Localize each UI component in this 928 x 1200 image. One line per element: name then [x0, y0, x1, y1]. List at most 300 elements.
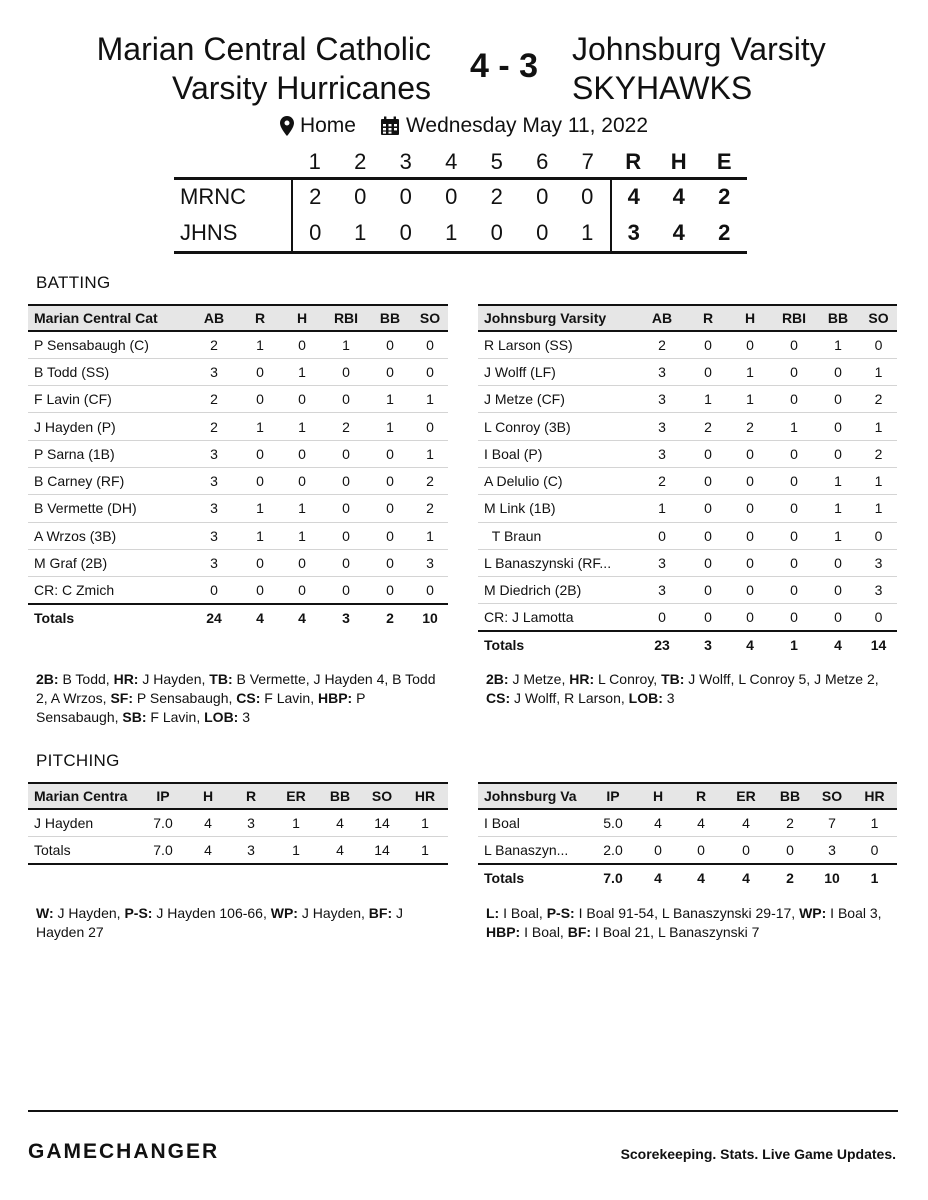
- stat-cell: 1: [324, 331, 368, 358]
- inning-runs: 0: [383, 215, 429, 252]
- stat-column-header: SO: [812, 783, 852, 809]
- player-row: [28, 358, 448, 385]
- total-cell: 23: [636, 631, 688, 658]
- total-errors: 2: [702, 178, 748, 215]
- stat-cell: 0: [728, 549, 772, 576]
- totals-row: [478, 631, 897, 658]
- team-column-header: Johnsburg Va: [478, 783, 588, 809]
- stat-cell: 0: [368, 577, 412, 604]
- stat-column-header: AB: [636, 305, 688, 331]
- stat-cell: 0: [816, 604, 860, 631]
- stat-cell: 4: [318, 809, 362, 836]
- stat-cell: 0: [728, 467, 772, 494]
- away-pitching-notes: [486, 904, 896, 942]
- player-name: J Wolff (LF): [478, 358, 636, 385]
- game-header: [0, 0, 928, 110]
- note-label: CS:: [236, 690, 261, 706]
- stat-column-header: IP: [588, 783, 638, 809]
- stat-cell: 1: [280, 522, 324, 549]
- note-label: HBP:: [486, 924, 521, 940]
- player-row: [28, 440, 448, 467]
- stat-column-header: RBI: [324, 305, 368, 331]
- stat-cell: 1: [240, 413, 280, 440]
- stat-cell: 1: [402, 809, 448, 836]
- team-column-header: Marian Central Cat: [28, 305, 188, 331]
- stat-cell: 0: [724, 836, 768, 863]
- stat-cell: 0: [280, 577, 324, 604]
- stat-cell: 0: [688, 495, 728, 522]
- stat-cell: 0: [280, 549, 324, 576]
- stat-cell: 2: [324, 413, 368, 440]
- game-date: [380, 114, 648, 138]
- note-text: J Wolff, R Larson,: [510, 690, 629, 706]
- player-name: I Boal (P): [478, 440, 636, 467]
- player-name: M Diedrich (2B): [478, 577, 636, 604]
- stat-cell: 3: [636, 358, 688, 385]
- player-name: B Todd (SS): [28, 358, 188, 385]
- player-name: J Hayden (P): [28, 413, 188, 440]
- stat-column-header: AB: [188, 305, 240, 331]
- stat-cell: 0: [368, 495, 412, 522]
- stat-cell: 0: [816, 413, 860, 440]
- stat-cell: 0: [636, 604, 688, 631]
- player-name: CR: J Lamotta: [478, 604, 636, 631]
- note-label: SF:: [110, 690, 133, 706]
- total-hits: 4: [656, 215, 702, 252]
- stat-cell: 1: [816, 495, 860, 522]
- stat-cell: 1: [816, 467, 860, 494]
- stat-column-header: H: [280, 305, 324, 331]
- player-name: A Wrzos (3B): [28, 522, 188, 549]
- stat-cell: 1: [860, 467, 897, 494]
- away-team-line2: SKYHAWKS: [572, 70, 753, 106]
- away-pitching-table: [478, 782, 897, 891]
- inning-runs: 0: [383, 178, 429, 215]
- player-name: A Delulio (C): [478, 467, 636, 494]
- stat-column-header: H: [638, 783, 678, 809]
- stat-cell: 2: [636, 467, 688, 494]
- stat-cell: 2: [860, 386, 897, 413]
- stat-cell: 3: [860, 577, 897, 604]
- stat-cell: 0: [772, 386, 816, 413]
- away-team-name: [572, 30, 826, 108]
- stat-cell: 1: [860, 495, 897, 522]
- totals-row: [28, 604, 448, 631]
- stat-cell: 1: [274, 809, 318, 836]
- batting-section-title: BATTING: [36, 273, 111, 292]
- inning-runs: 0: [292, 215, 338, 252]
- total-cell: 2: [368, 604, 412, 631]
- total-cell: 4: [678, 864, 724, 891]
- stat-cell: 4: [678, 809, 724, 836]
- stat-cell: 0: [852, 836, 897, 863]
- total-cell: 4: [188, 836, 228, 863]
- stat-cell: 0: [678, 836, 724, 863]
- stat-column-header: R: [678, 783, 724, 809]
- note-text: 3: [662, 690, 675, 706]
- stat-cell: 0: [324, 440, 368, 467]
- total-cell: 1: [402, 836, 448, 863]
- inning-runs: 0: [520, 178, 566, 215]
- player-name: B Carney (RF): [28, 467, 188, 494]
- stat-column-header: R: [688, 305, 728, 331]
- stat-cell: 0: [772, 440, 816, 467]
- calendar-icon: [380, 116, 400, 136]
- stat-cell: 0: [768, 836, 812, 863]
- note-text: B Todd,: [58, 671, 114, 687]
- player-name: P Sensabaugh (C): [28, 331, 188, 358]
- stat-cell: 2: [768, 809, 812, 836]
- inning-header: 5: [490, 149, 503, 175]
- total-cell: 7.0: [138, 836, 188, 863]
- note-text: J Hayden 27: [36, 905, 404, 940]
- player-row: [478, 386, 897, 413]
- game-meta: [0, 114, 928, 138]
- stat-cell: 0: [240, 467, 280, 494]
- note-label: BF:: [368, 905, 393, 921]
- stat-cell: 2: [728, 413, 772, 440]
- player-name: M Link (1B): [478, 495, 636, 522]
- stat-cell: 0: [772, 467, 816, 494]
- total-cell: 4: [638, 864, 678, 891]
- table-header-row: [478, 783, 897, 809]
- total-cell: 4: [816, 631, 860, 658]
- note-label: SB:: [122, 709, 147, 725]
- stat-cell: 0: [772, 604, 816, 631]
- stat-cell: 1: [368, 413, 412, 440]
- line-score-table: [174, 148, 747, 254]
- line-score-header: [174, 148, 747, 178]
- stat-column-header: IP: [138, 783, 188, 809]
- stat-cell: 0: [324, 495, 368, 522]
- stat-column-header: BB: [368, 305, 412, 331]
- inning-runs: 0: [565, 178, 611, 215]
- line-score-row-away: [174, 215, 747, 252]
- player-row: [478, 495, 897, 522]
- stat-cell: 0: [324, 577, 368, 604]
- inning-header: 1: [308, 149, 321, 175]
- note-label: BF:: [567, 924, 592, 940]
- stat-cell: 3: [636, 413, 688, 440]
- stat-column-header: SO: [362, 783, 402, 809]
- stat-cell: 3: [188, 522, 240, 549]
- stat-cell: 0: [280, 331, 324, 358]
- stat-cell: 1: [368, 386, 412, 413]
- stat-column-header: HR: [852, 783, 897, 809]
- stat-cell: 3: [636, 440, 688, 467]
- player-row: [478, 836, 897, 863]
- note-text: I Boal,: [520, 924, 568, 940]
- note-label: HR:: [569, 671, 595, 687]
- inning-header: 4: [445, 149, 458, 175]
- note-text: J Metze,: [508, 671, 570, 687]
- total-cell: 3: [688, 631, 728, 658]
- note-label: HR:: [113, 671, 139, 687]
- inning-header: 3: [399, 149, 412, 175]
- stat-cell: 3: [636, 386, 688, 413]
- stat-cell: 0: [324, 386, 368, 413]
- total-cell: 1: [772, 631, 816, 658]
- home-team-name: [97, 30, 431, 108]
- stat-cell: 1: [860, 358, 897, 385]
- stat-cell: 0: [368, 549, 412, 576]
- stat-cell: 0: [368, 331, 412, 358]
- table-header-row: [478, 305, 897, 331]
- stat-cell: 1: [412, 522, 448, 549]
- stat-column-header: SO: [860, 305, 897, 331]
- stat-cell: 2: [412, 467, 448, 494]
- stat-cell: 1: [852, 809, 897, 836]
- note-text: J Hayden,: [53, 905, 125, 921]
- stat-cell: 2: [188, 386, 240, 413]
- stat-column-header: ER: [274, 783, 318, 809]
- stat-cell: 4: [188, 809, 228, 836]
- stat-cell: 3: [636, 577, 688, 604]
- stat-cell: 2: [188, 331, 240, 358]
- stat-cell: 2: [860, 440, 897, 467]
- map-pin-icon: [280, 116, 294, 136]
- player-name: T Braun: [478, 522, 636, 549]
- player-row: [478, 522, 897, 549]
- totals-row: [478, 864, 897, 891]
- total-hits: 4: [656, 178, 702, 215]
- stat-cell: 0: [772, 577, 816, 604]
- stat-cell: 3: [188, 440, 240, 467]
- stat-cell: 0: [240, 549, 280, 576]
- stat-cell: 0: [240, 386, 280, 413]
- total-cell: 14: [860, 631, 897, 658]
- total-errors: 2: [702, 215, 748, 252]
- player-name: L Conroy (3B): [478, 413, 636, 440]
- player-name: J Hayden: [28, 809, 138, 836]
- stat-cell: 0: [368, 522, 412, 549]
- player-row: [28, 549, 448, 576]
- player-row: [478, 440, 897, 467]
- note-label: L:: [486, 905, 500, 921]
- note-label: HBP:: [318, 690, 353, 706]
- totals-label: Totals: [478, 864, 588, 891]
- total-cell: 1: [274, 836, 318, 863]
- inning-runs: 0: [429, 178, 475, 215]
- stat-column-header: R: [240, 305, 280, 331]
- note-label: TB:: [209, 671, 233, 687]
- stat-column-header: SO: [412, 305, 448, 331]
- stat-cell: 0: [688, 467, 728, 494]
- stat-column-header: R: [228, 783, 274, 809]
- stat-cell: 2: [412, 495, 448, 522]
- note-text: P Sensabaugh,: [133, 690, 237, 706]
- stat-cell: 0: [728, 604, 772, 631]
- player-name: M Graf (2B): [28, 549, 188, 576]
- stat-column-header: BB: [816, 305, 860, 331]
- stat-cell: 2: [688, 413, 728, 440]
- note-text: J Wolff, L Conroy 5, J Metze 2,: [684, 671, 879, 687]
- away-batting-notes: [486, 670, 886, 708]
- inning-runs: 0: [520, 215, 566, 252]
- player-name: I Boal: [478, 809, 588, 836]
- note-label: WP:: [270, 905, 298, 921]
- total-runs: 3: [611, 215, 657, 252]
- stat-cell: 0: [188, 577, 240, 604]
- total-cell: 7.0: [588, 864, 638, 891]
- gamechanger-logo: GAMECHANGER: [28, 1140, 220, 1163]
- stat-cell: 0: [280, 467, 324, 494]
- inning-runs: 0: [474, 215, 520, 252]
- stat-cell: 0: [412, 413, 448, 440]
- stat-cell: 1: [816, 522, 860, 549]
- pitching-section-title: PITCHING: [36, 751, 120, 770]
- runs-header: R: [625, 149, 642, 175]
- stat-cell: 1: [412, 440, 448, 467]
- totals-row: [28, 836, 448, 863]
- total-cell: 2: [768, 864, 812, 891]
- stat-cell: 0: [728, 440, 772, 467]
- line-score-team: JHNS: [174, 215, 292, 252]
- stat-cell: 2.0: [588, 836, 638, 863]
- stat-cell: 0: [728, 331, 772, 358]
- totals-label: Totals: [478, 631, 636, 658]
- stat-cell: 0: [860, 331, 897, 358]
- note-text: I Boal 21, L Banaszynski 7: [591, 924, 760, 940]
- stat-cell: 0: [772, 495, 816, 522]
- line-score-team-header: [174, 148, 292, 178]
- player-name: R Larson (SS): [478, 331, 636, 358]
- stat-cell: 0: [368, 467, 412, 494]
- stat-cell: 3: [636, 549, 688, 576]
- player-row: [478, 577, 897, 604]
- stat-cell: 0: [688, 577, 728, 604]
- stat-cell: 1: [412, 386, 448, 413]
- stat-cell: 0: [688, 604, 728, 631]
- hits-header: H: [670, 149, 687, 175]
- home-batting-table: [28, 304, 448, 631]
- stat-cell: 0: [688, 549, 728, 576]
- line-score-team: MRNC: [174, 178, 292, 215]
- totals-label: Totals: [28, 836, 138, 863]
- stat-cell: 0: [240, 358, 280, 385]
- stat-cell: 4: [638, 809, 678, 836]
- stat-cell: 0: [728, 577, 772, 604]
- stat-cell: 3: [188, 358, 240, 385]
- stat-cell: 0: [280, 386, 324, 413]
- stat-cell: 1: [688, 386, 728, 413]
- stat-cell: 0: [636, 522, 688, 549]
- stat-column-header: ER: [724, 783, 768, 809]
- stat-cell: 0: [688, 440, 728, 467]
- stat-cell: 0: [638, 836, 678, 863]
- player-row: [28, 577, 448, 604]
- note-text: F Lavin,: [260, 690, 318, 706]
- stat-cell: 0: [860, 522, 897, 549]
- note-label: W:: [36, 905, 54, 921]
- player-row: [28, 522, 448, 549]
- note-label: 2B:: [36, 671, 59, 687]
- stat-cell: 0: [688, 358, 728, 385]
- stat-cell: 0: [688, 522, 728, 549]
- total-runs: 4: [611, 178, 657, 215]
- total-cell: 10: [812, 864, 852, 891]
- total-cell: 1: [852, 864, 897, 891]
- stat-cell: 3: [188, 495, 240, 522]
- team-column-header: Marian Centra: [28, 783, 138, 809]
- stat-cell: 2: [636, 331, 688, 358]
- stat-cell: 1: [240, 331, 280, 358]
- stat-cell: 4: [724, 809, 768, 836]
- player-row: [28, 331, 448, 358]
- total-cell: 4: [728, 631, 772, 658]
- note-label: P-S:: [124, 905, 153, 921]
- stat-cell: 1: [280, 413, 324, 440]
- player-row: [478, 358, 897, 385]
- stat-cell: 3: [860, 549, 897, 576]
- inning-runs: 1: [429, 215, 475, 252]
- note-text: F Lavin,: [146, 709, 205, 725]
- note-label: CS:: [486, 690, 511, 706]
- stat-column-header: H: [188, 783, 228, 809]
- stat-cell: 0: [412, 331, 448, 358]
- stat-column-header: BB: [768, 783, 812, 809]
- stat-cell: 0: [816, 440, 860, 467]
- date-text: Wednesday May 11, 2022: [405, 114, 649, 137]
- stat-column-header: H: [728, 305, 772, 331]
- player-row: [28, 467, 448, 494]
- player-row: [28, 495, 448, 522]
- stat-cell: 0: [772, 549, 816, 576]
- stat-cell: 1: [728, 358, 772, 385]
- note-text: I Boal 91-54, L Banaszynski 29-17,: [574, 905, 800, 921]
- note-text: I Boal,: [499, 905, 547, 921]
- stat-cell: 2: [188, 413, 240, 440]
- table-header-row: [28, 783, 448, 809]
- stat-cell: 0: [412, 358, 448, 385]
- note-label: LOB:: [628, 690, 663, 706]
- stat-cell: 0: [816, 577, 860, 604]
- player-name: P Sarna (1B): [28, 440, 188, 467]
- home-team-line1: Marian Central Catholic: [96, 31, 431, 67]
- away-batting-table: [478, 304, 897, 659]
- total-cell: 24: [188, 604, 240, 631]
- note-text: P Sensabaugh,: [36, 690, 366, 725]
- player-name: F Lavin (CF): [28, 386, 188, 413]
- final-score: 4 - 3: [469, 47, 539, 85]
- note-label: 2B:: [486, 671, 509, 687]
- note-text: I Boal 3,: [826, 905, 882, 921]
- player-row: [478, 809, 897, 836]
- home-pitching-notes: [36, 904, 436, 942]
- stat-column-header: RBI: [772, 305, 816, 331]
- stat-cell: 1: [280, 495, 324, 522]
- player-name: L Banaszyn...: [478, 836, 588, 863]
- note-label: P-S:: [546, 905, 575, 921]
- stat-cell: 3: [188, 549, 240, 576]
- note-text: J Hayden 106-66,: [152, 905, 271, 921]
- stat-cell: 0: [816, 549, 860, 576]
- stat-cell: 0: [368, 440, 412, 467]
- totals-label: Totals: [28, 604, 188, 631]
- inning-runs: 2: [474, 178, 520, 215]
- stat-cell: 1: [240, 495, 280, 522]
- note-label: LOB:: [204, 709, 239, 725]
- stat-cell: 1: [728, 386, 772, 413]
- player-row: [478, 331, 897, 358]
- stat-cell: 3: [188, 467, 240, 494]
- player-name: J Metze (CF): [478, 386, 636, 413]
- stat-column-header: HR: [402, 783, 448, 809]
- inning-header: 2: [354, 149, 367, 175]
- stat-cell: 3: [812, 836, 852, 863]
- note-text: B Vermette, J Hayden 4, B Todd 2, A Wrzos,: [36, 671, 436, 706]
- line-score-row-home: [174, 178, 747, 215]
